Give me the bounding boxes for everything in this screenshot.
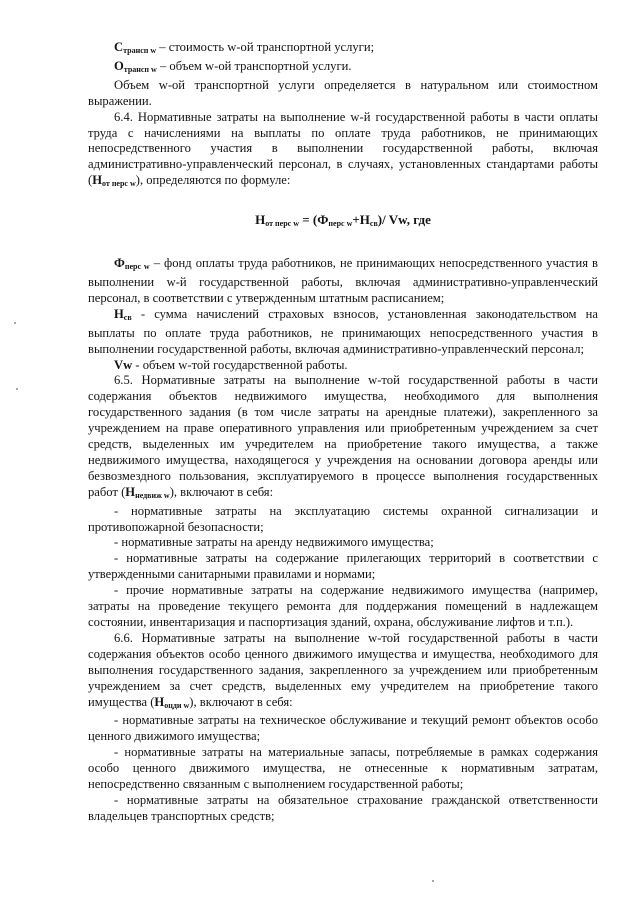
formula bbox=[88, 212, 598, 232]
definition-text: – объем w-ой транспортной услуги. bbox=[156, 58, 352, 73]
formula-subscript: от перс w bbox=[265, 219, 299, 229]
volume-note: Объем w-ой транспортной услуги определяется в натуральном или стоимостном выражении. bbox=[88, 77, 598, 108]
var-symbol: О bbox=[114, 58, 124, 73]
list-item: - прочие нормативные затраты на содержание недвижимого имущества (например, затраты на проведение текущего ремонта для поддержания помещений в надлежащем состоянии, инвентаризация и паспортизация зданий, охрана, обслуживание лифтов и т.п.). bbox=[88, 583, 598, 629]
scan-speck bbox=[432, 880, 434, 882]
var-symbol: Н bbox=[114, 306, 124, 321]
var-definition-cost bbox=[88, 40, 598, 59]
paragraph-text: ), определяются по формуле: bbox=[135, 173, 291, 188]
paragraph-6-4 bbox=[88, 110, 598, 193]
var-subscript: трансп w bbox=[123, 64, 157, 74]
var-subscript: перс w bbox=[124, 262, 150, 272]
paragraph-6-6 bbox=[88, 631, 598, 714]
var-subscript: оцди w bbox=[164, 700, 190, 710]
definition-text: – стоимость w-ой транспортной услуги; bbox=[156, 40, 375, 54]
var-symbol: Ф bbox=[114, 256, 125, 271]
list-item: - нормативные затраты на материальные запасы, потребляемые в рамках содержания особо ценного движимого имущества, не отнесенные к нормативным затратам, непосредственно связанным с выполнением государственной работы; bbox=[88, 745, 598, 792]
list-item: - нормативные затраты на содержание прилегающих территорий в соответствии с утвержденными санитарными правилами и нормами; bbox=[88, 551, 598, 582]
var-symbol: Н bbox=[92, 173, 102, 188]
paragraph-text: 6.4. Нормативные затраты на выполнение w-й государственной работы в части оплаты труда с начислениями на выплаты по оплате труда работников, не принимающих непосредственного участия в выполнении государственной работы, включая административно-управленческий персонал, в случаях, установленных стандартами работы ( bbox=[88, 109, 598, 188]
var-symbol: Н bbox=[125, 484, 136, 499]
formula-subscript: св bbox=[369, 219, 378, 229]
document-page bbox=[88, 40, 598, 825]
paragraph-text: ), включают в себя: bbox=[169, 484, 274, 499]
scan-speck bbox=[16, 388, 18, 390]
list-item: - нормативные затраты на техническое обслуживание и текущий ремонт объектов особо ценного движимого имущества; bbox=[88, 713, 598, 744]
list-item: - нормативные затраты на эксплуатацию системы охранной сигнализации и противопожарной безопасности; bbox=[88, 503, 598, 534]
var-subscript: трансп w bbox=[123, 46, 157, 55]
paragraph-text: 6.6. Нормативные затраты на выполнение w-той государственной работы в части содержания объектов особо ценного движимого имущества и имущества, необходимого для выполнения государственного задания, закрепленного за учреждением или приобретенным учреждением за счет средств, выделенных ему учредителем на приобретение такого имущества ( bbox=[88, 630, 598, 709]
scan-speck bbox=[14, 322, 16, 324]
list-item: - нормативные затраты на обязательное страхование гражданской ответственности владельцев транспортных средств; bbox=[88, 792, 598, 823]
var-definition-work-volume bbox=[88, 358, 598, 374]
var-subscript: недвиж w bbox=[135, 490, 170, 500]
formula-operator: + bbox=[352, 212, 360, 228]
formula-operator: = ( bbox=[298, 212, 318, 228]
var-symbol: С bbox=[114, 40, 124, 54]
paragraph-text: ), включают в себя: bbox=[189, 694, 293, 709]
var-definition-payroll-fund bbox=[88, 256, 598, 307]
paragraph-text: 6.5. Нормативные затраты на выполнение w-той государственной работы в части содержания объектов недвижимого имущества, необходимого для выполнения государственного задания (в том числе затраты на арендные платежи), закрепленного за учреждением на праве оперативного управления или приобретенным учреждением за счет средств, выделенных им учредителем на приобретение такого имущества, а также недвижимого имущества, находящегося у учреждения на основании договора аренды или безвозмездного пользования, эксплуатируемого в процессе выполнения государственных работ ( bbox=[88, 373, 598, 499]
formula-symbol: Ф bbox=[317, 212, 329, 228]
definition-text: – фонд оплаты труда работников, не принимающих непосредственного участия в выполнении w-й государственной работы, включая административно-управленческий персонал, в соответствии с утвержденным штатным расписанием; bbox=[88, 256, 599, 305]
list-item: - нормативные затраты на аренду недвижимого имущества; bbox=[114, 535, 434, 550]
definition-text: - сумма начислений страховых взносов, установленная законодательством на выплаты по оплате труда работников, не принимающих непосредственного участия в выполнении государственной работы, включая административно-управленческий персонал; bbox=[88, 306, 598, 356]
definition-text: - объем w-той государственной работы. bbox=[132, 357, 348, 372]
var-subscript: св bbox=[123, 312, 132, 322]
formula-tail: )/ Vw, где bbox=[377, 212, 431, 228]
formula-subscript: перс w bbox=[328, 219, 353, 229]
paragraph-6-5 bbox=[88, 373, 598, 503]
formula-symbol: Н bbox=[255, 212, 266, 228]
formula-symbol: Н bbox=[359, 212, 370, 228]
var-definition-volume bbox=[88, 59, 598, 78]
var-definition-insurance bbox=[88, 307, 598, 358]
var-symbol: Н bbox=[154, 694, 165, 709]
var-symbol: Vw bbox=[114, 357, 133, 372]
var-subscript: от перс w bbox=[102, 179, 136, 189]
